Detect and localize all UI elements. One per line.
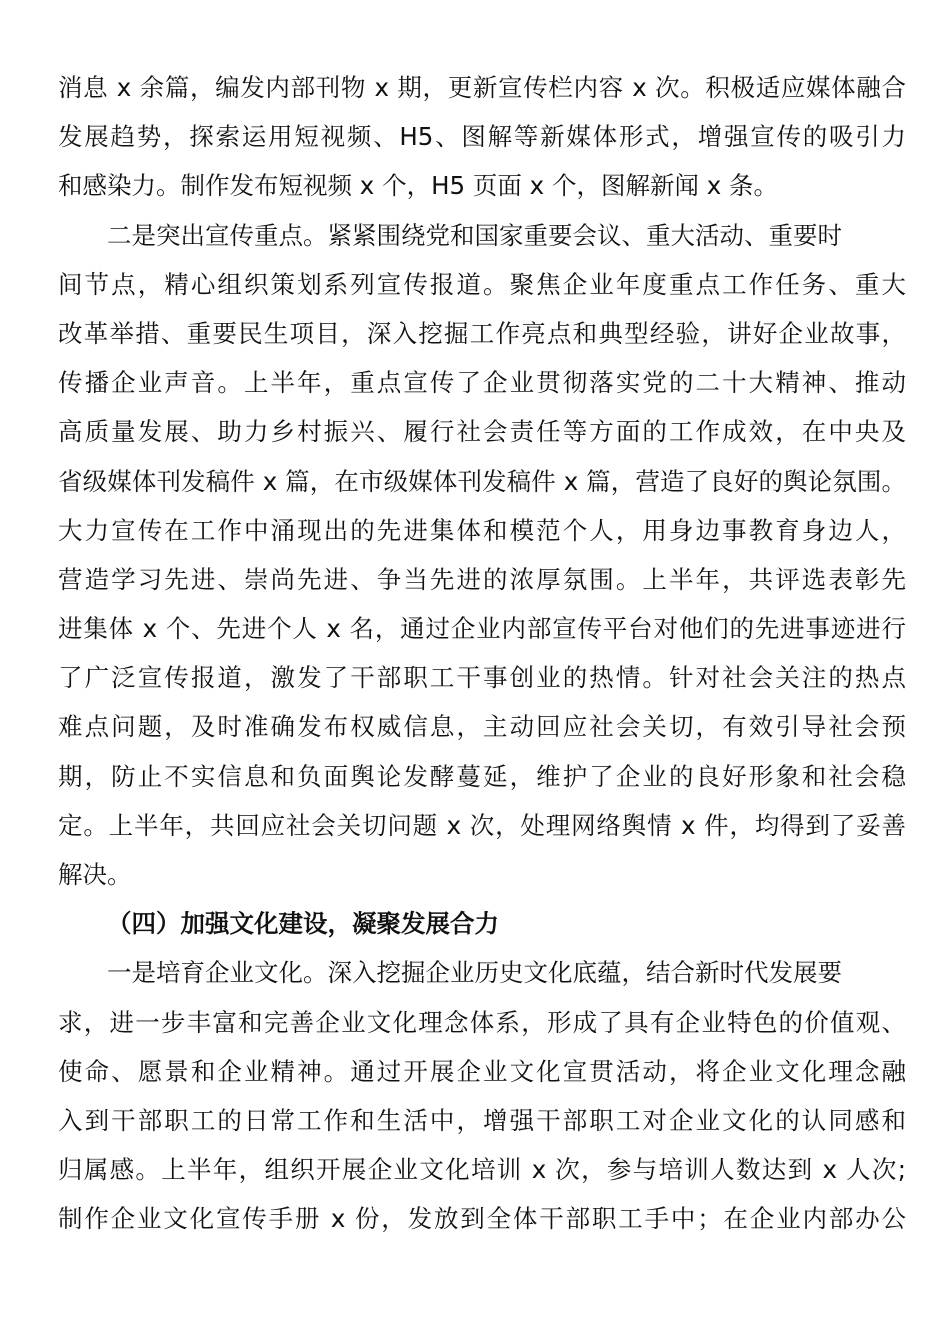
- body-text-line: 和感染力。制作发布短视频 x 个，H5 页面 x 个，图解新闻 x 条。: [58, 171, 779, 201]
- body-text-line: 消息 x 余篇，编发内部刊物 x 期，更新宣传栏内容 x 次。积极适应媒体融合: [58, 73, 906, 102]
- body-text-line: 省级媒体刊发稿件 x 篇，在市级媒体刊发稿件 x 篇，营造了良好的舆论氛围。: [58, 466, 906, 496]
- body-text-line: 难点问题，及时准确发布权威信息，主动回应社会关切，有效引导社会预: [58, 712, 906, 742]
- body-text-line: 期，防止不实信息和负面舆论发酵蔓延，维护了企业的良好形象和社会稳: [58, 761, 906, 791]
- body-text-line: 入到干部职工的日常工作和生活中，增强干部职工对企业文化的认同感和: [58, 1105, 906, 1135]
- body-text-line: 定。上半年，共回应社会关切问题 x 次，处理网络舆情 x 件，均得到了妥善: [58, 810, 906, 840]
- body-text-line: 改革举措、重要民生项目，深入挖掘工作亮点和典型经验，讲好企业故事，: [58, 318, 906, 348]
- body-text-line: 传播企业声音。上半年，重点宣传了企业贯彻落实党的二十大精神、推动: [58, 368, 906, 398]
- body-text-line: 制作企业文化宣传手册 x 份，发放到全体干部职工手中；在企业内部办公: [58, 1204, 906, 1234]
- body-text-line: 了广泛宣传报道，激发了干部职工干事创业的热情。针对社会关注的热点: [58, 663, 906, 693]
- section-heading: （四）加强文化建设，凝聚发展合力: [107, 909, 499, 939]
- body-text-line: 营造学习先进、崇尚先进、争当先进的浓厚氛围。上半年，共评选表彰先: [58, 564, 906, 594]
- body-text-line: 间节点，精心组织策划系列宣传报道。聚焦企业年度重点工作任务、重大: [58, 269, 906, 299]
- body-text-line: 解决。: [58, 860, 132, 889]
- body-text-line: 二是突出宣传重点。紧紧围绕党和国家重要会议、重大活动、重要时: [107, 220, 842, 250]
- body-text-line: 大力宣传在工作中涌现出的先进集体和模范个人，用身边事教育身边人，: [58, 515, 906, 545]
- body-text-line: 发展趋势，探索运用短视频、H5、图解等新媒体形式，增强宣传的吸引力: [58, 122, 906, 152]
- body-text-line: 高质量发展、助力乡村振兴、履行社会责任等方面的工作成效，在中央及: [58, 417, 906, 447]
- document-body: [58, 63, 906, 1244]
- body-text-line: 归属感。上半年，组织开展企业文化培训 x 次，参与培训人数达到 x 人次;: [58, 1155, 906, 1185]
- body-text-line: 使命、愿景和企业精神。通过开展企业文化宣贯活动，将企业文化理念融: [58, 1056, 906, 1086]
- body-text-line: 一是培育企业文化。深入挖掘企业历史文化底蕴，结合新时代发展要: [107, 958, 842, 988]
- body-text-line: 进集体 x 个、先进个人 x 名，通过企业内部宣传平台对他们的先进事迹进行: [58, 614, 906, 644]
- body-text-line: 求，进一步丰富和完善企业文化理念体系，形成了具有企业特色的价值观、: [58, 1007, 906, 1037]
